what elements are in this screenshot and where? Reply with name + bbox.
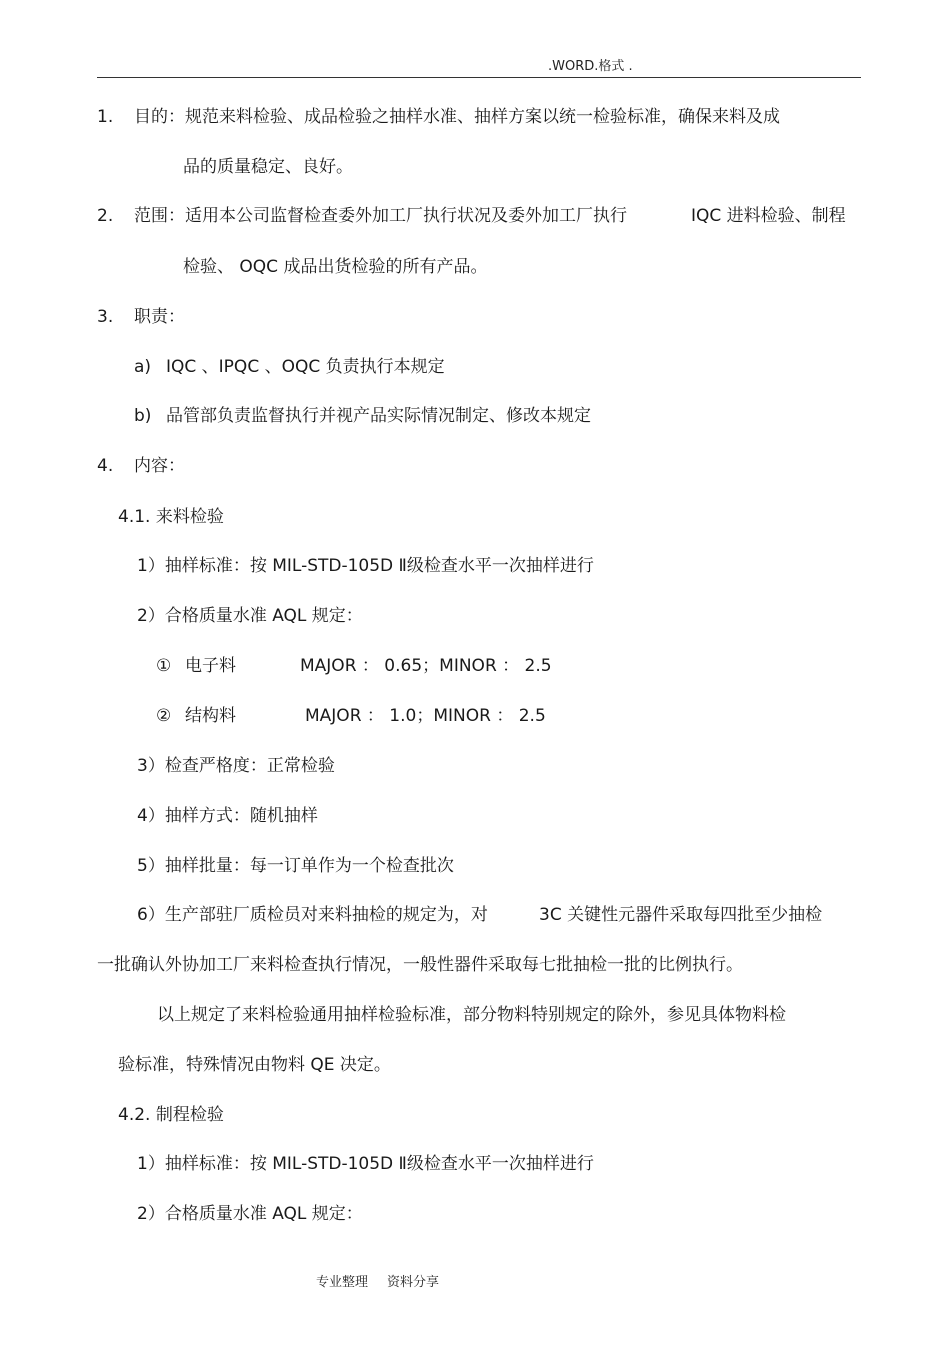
item-4-1-4: 4）抽样方式：随机抽样 — [137, 806, 318, 826]
item-4-2-2: 2）合格质量水准 AQL 规定： — [137, 1204, 363, 1224]
item-4-1-3: 3）检查严格度：正常检验 — [137, 756, 335, 776]
item-4-1-1: 1）抽样标准：按 MIL-STD-105D Ⅱ级检查水平一次抽样进行 — [137, 556, 594, 576]
section-3-title: 职责： — [134, 307, 185, 327]
section-3b-text: 品管部负责监督执行并视产品实际情况制定、修改本规定 — [166, 406, 591, 426]
subsection-4-2-title: 4.2. 制程检验 — [118, 1105, 224, 1125]
footer-left: 专业整理 — [316, 1275, 369, 1290]
section-4-title: 内容： — [134, 456, 185, 476]
section-2-line2: 检验、 OQC 成品出货检验的所有产品。 — [183, 257, 488, 277]
item-4-1-6-part1: 6）生产部驻厂质检员对来料抽检的规定为，对 — [137, 905, 488, 925]
aql-electronic-value: MAJOR ： 0.65；MINOR ： 2.5 — [300, 656, 552, 676]
item-4-2-1: 1）抽样标准：按 MIL-STD-105D Ⅱ级检查水平一次抽样进行 — [137, 1154, 594, 1174]
aql-structural-value: MAJOR ： 1.0；MINOR ： 2.5 — [305, 706, 546, 726]
item-4-1-6-part3: 一批确认外协加工厂来料检查执行情况，一般性器件采取每七批抽检一批的比例执行。 — [97, 955, 743, 975]
aql-structural-label: 结构料 — [185, 706, 236, 726]
subsection-4-1-title: 4.1. 来料检验 — [118, 507, 224, 527]
note-4-1-line2: 验标准，特殊情况由物料 QE 决定。 — [118, 1055, 391, 1075]
section-2-number: 2. — [97, 206, 114, 226]
note-4-1-line1: 以上规定了来料检验通用抽样检验标准，部分物料特别规定的除外，参见具体物料检 — [157, 1005, 786, 1025]
item-4-1-6-part2: 3C 关键性元器件采取每四批至少抽检 — [539, 905, 823, 925]
section-2-line1a: 范围：适用本公司监督检查委外加工厂执行状况及委外加工厂执行 — [134, 206, 627, 226]
section-1-number: 1. — [97, 107, 114, 127]
item-4-1-5: 5）抽样批量：每一订单作为一个检查批次 — [137, 856, 454, 876]
section-4-number: 4. — [97, 456, 114, 476]
aql-structural-marker: ② — [156, 706, 172, 726]
item-4-1-2: 2）合格质量水准 AQL 规定： — [137, 606, 363, 626]
section-1-line2: 品的质量稳定、良好。 — [183, 157, 353, 177]
footer-right: 资料分享 — [387, 1275, 440, 1290]
section-3-number: 3. — [97, 307, 114, 327]
section-1-line1: 目的：规范来料检验、成品检验之抽样水准、抽样方案以统一检验标准，确保来料及成 — [134, 107, 780, 127]
aql-electronic-label: 电子料 — [185, 656, 236, 676]
section-2-line1b: IQC 进料检验、制程 — [691, 206, 846, 226]
section-3a-text: IQC 、IPQC 、OQC 负责执行本规定 — [166, 357, 445, 377]
page-header: .WORD.格式 . — [548, 59, 633, 74]
section-3b-marker: b) — [134, 406, 152, 426]
header-rule — [97, 77, 861, 78]
aql-electronic-marker: ① — [156, 656, 172, 676]
section-3a-marker: a) — [134, 357, 152, 377]
